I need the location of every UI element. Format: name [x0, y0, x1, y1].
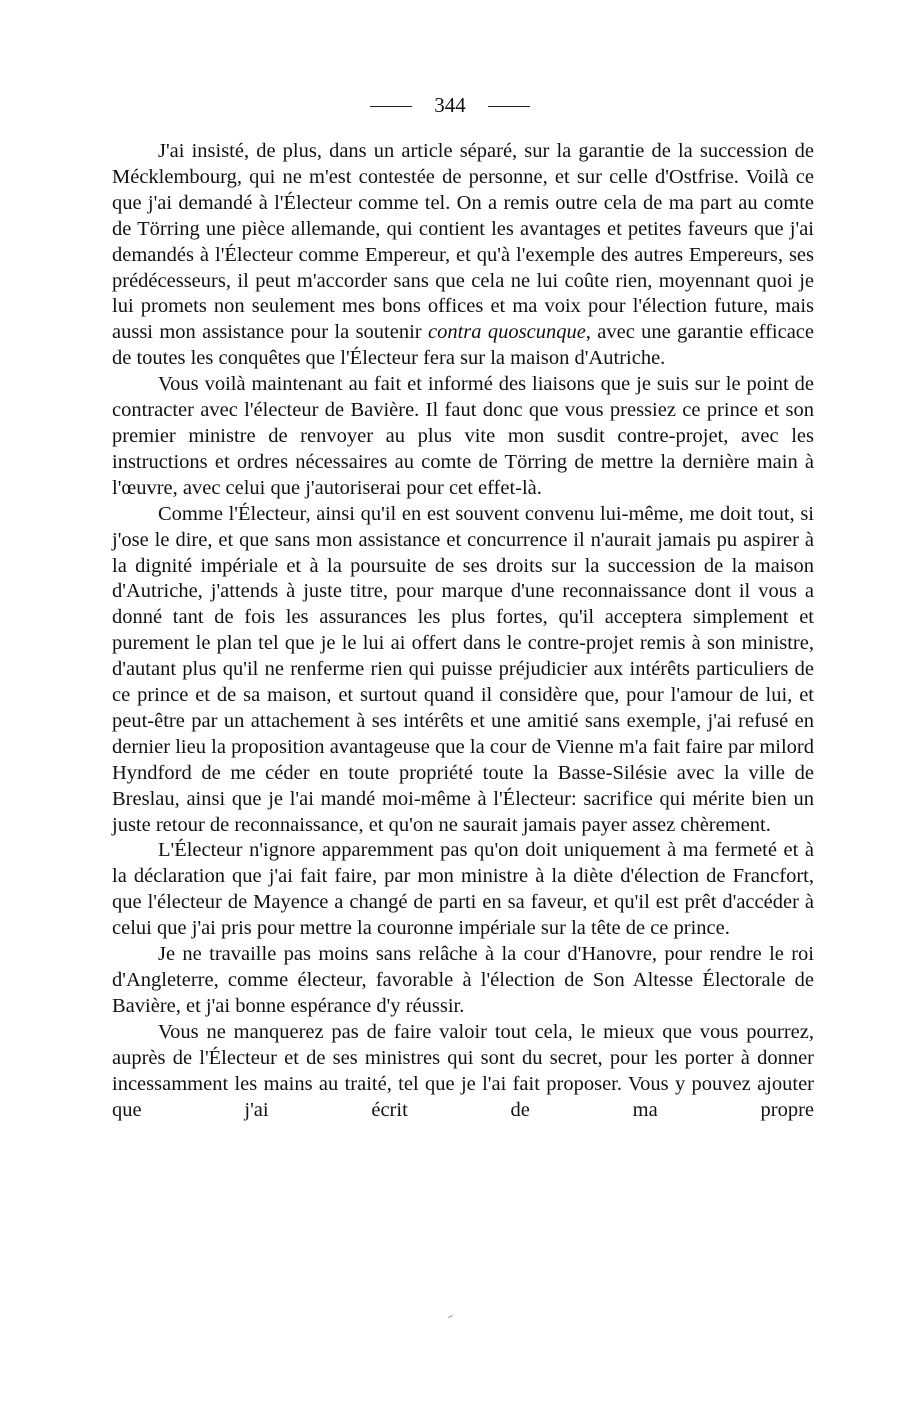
- page-header: [0, 92, 900, 118]
- body-text: [112, 139, 814, 1123]
- paragraph-6: Vous ne manquerez pas de faire valoir tout cela, le mieux que vous pourrez, auprès de l'Électeur et de ses ministres qui sont du secret, pour les porter à donner incessamment les mains au traité, tel que je l'ai fait proposer. Vous y pouvez ajouter que j'ai écrit de ma propre: [112, 1020, 814, 1121]
- stray-mark: [448, 1315, 453, 1318]
- paragraph-1: J'ai insisté, de plus, dans un article séparé, sur la garantie de la succession de Mécklembourg, qui ne m'est contestée de personne, et sur celle d'Ostfrise. Voilà ce que j'ai demandé à l'Électeur comme tel. On a remis outre cela de ma part au comte de Törring une pièce allemande, qui contient les avantages et petites faveurs que j'ai demandés à l'Électeur comme Empereur, et qu'à l'exemple des autres Empereurs, ses prédécesseurs, il peut m'accorder sans que cela ne lui coûte rien, moyennant quoi je lui promets non seulement mes bons offices et ma voix pour l'élection future, mais aussi mon assistance pour la soutenir contra quoscunque, avec une garantie efficace de toutes les conquêtes que l'Électeur fera sur la maison d'Autriche.: [112, 140, 814, 370]
- paragraph-2: Vous voilà maintenant au fait et informé des liaisons que je suis sur le point de contracter avec l'électeur de Bavière. Il faut donc que vous pressiez ce prince et son premier ministre de renvoyer au plus vite mon susdit contre-projet, avec les instructions et ordres nécessaires au comte de Törring de mettre la dernière main à l'œuvre, avec celui que j'autoriserai pour cet effet-là.: [112, 373, 814, 499]
- page-number: 344: [434, 93, 466, 117]
- header-rule-right: [488, 106, 530, 107]
- paragraph-3: Comme l'Électeur, ainsi qu'il en est souvent convenu lui-même, me doit tout, si j'ose le dire, et que sans mon assistance et concurrence il n'aurait jamais pu aspirer à la dignité impériale et à la poursuite de ses droits sur la succession de la maison d'Autriche, j'attends à juste titre, pour marque d'une reconnaissance dont il vous a donné tant de fois les assurances les plus fortes, qu'il acceptera simplement et purement le plan tel que je le lui ai offert dans le contre-projet remis à son ministre, d'autant plus qu'il ne renferme rien qui puisse préjudicier aux intérêts particuliers de ce prince et de sa maison, et surtout quand il considère que, pour l'amour de lui, et peut-être par un attachement à ses intérêts et une amitié sans exemple, j'ai refusé en dernier lieu la proposition avantageuse que la cour de Vienne m'a fait faire par milord Hyndford de me céder en toute propriété toute la Basse-Silésie avec la ville de Breslau, ainsi que je l'ai mandé moi-même à l'Électeur: sacrifice qui mérite bien un juste retour de reconnaissance, et qu'on ne saurait jamais payer assez chèrement.: [112, 502, 814, 836]
- header-rule-left: [370, 106, 412, 107]
- paragraph-5: Je ne travaille pas moins sans relâche à la cour d'Hanovre, pour rendre le roi d'Angleterre, comme électeur, favorable à l'élection de Son Altesse Électorale de Bavière, et j'ai bonne espérance d'y réussir.: [112, 943, 814, 1017]
- paragraph-4: L'Électeur n'ignore apparemment pas qu'on doit uniquement à ma fermeté et à la déclaration que j'ai fait faire, par mon ministre à la diète d'élection de Francfort, que l'électeur de Mayence a changé de parti en sa faveur, et qu'il est prêt d'accéder à celui que j'ai pris pour mettre la couronne impériale sur la tête de ce prince.: [112, 839, 814, 940]
- italic-phrase: contra quoscunque: [427, 321, 586, 344]
